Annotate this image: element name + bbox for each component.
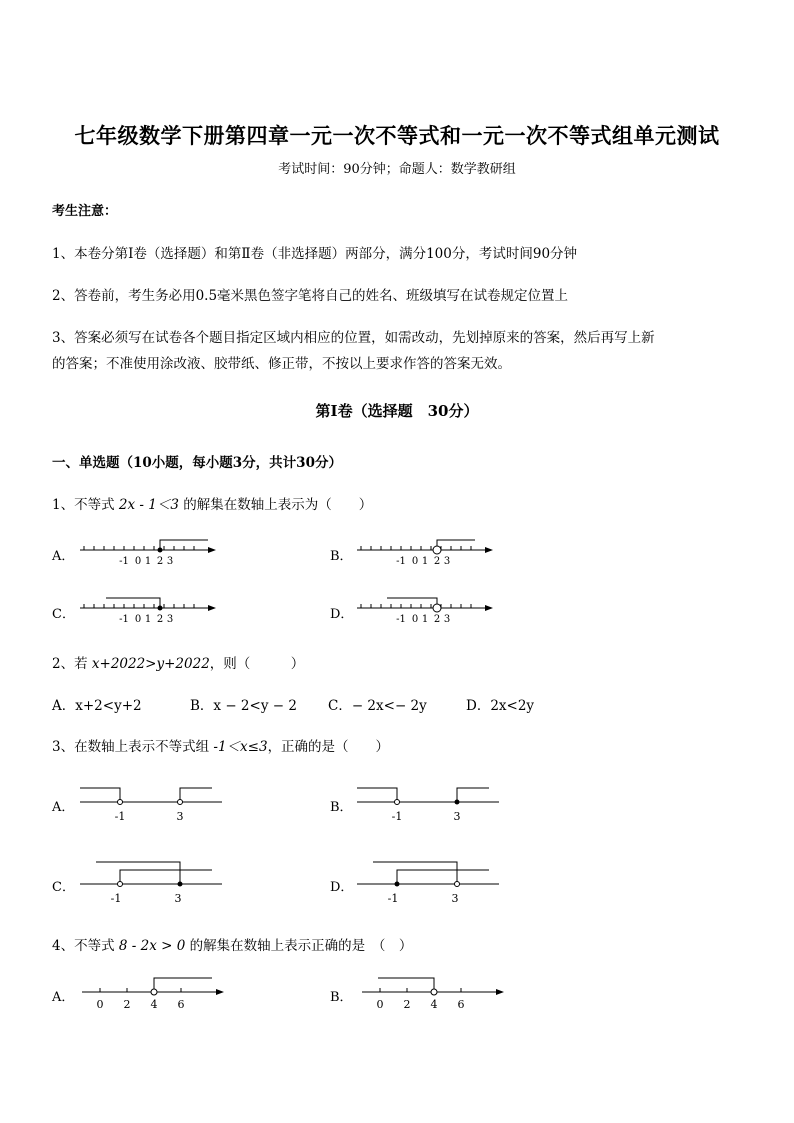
tick-label: 1 bbox=[144, 614, 152, 625]
tick-label: 2 bbox=[123, 998, 131, 1011]
open-point bbox=[431, 989, 437, 995]
notice-heading: 考生注意： bbox=[52, 204, 118, 219]
closed-point bbox=[178, 882, 183, 887]
open-point bbox=[455, 882, 460, 887]
tick-label: 2 bbox=[433, 614, 441, 625]
tick-label: 4 bbox=[150, 998, 158, 1011]
tick-label: -1 bbox=[387, 892, 399, 905]
q3-option-a-numberline[interactable] bbox=[76, 782, 228, 827]
question-1-stem bbox=[52, 493, 372, 513]
q4-option-a-numberline[interactable] bbox=[78, 972, 230, 1014]
exam-title: 七年级数学下册第四章一元一次不等式和一元一次不等式组单元测试 bbox=[74, 123, 720, 148]
exam-subtitle: 考试时间：90分钟；命题人：数学教研组 bbox=[278, 162, 516, 177]
tick-label: 2 bbox=[403, 998, 411, 1011]
tick-label: 3 bbox=[453, 810, 461, 823]
q1-option-c-numberline[interactable] bbox=[76, 590, 221, 628]
question-3-suffix: ，正确的是（ ） bbox=[267, 739, 390, 755]
q3-option-c-label[interactable]: C． bbox=[52, 880, 75, 895]
q1-option-d-numberline[interactable] bbox=[353, 590, 498, 628]
q2-option-a[interactable]: A．x+2<y+2 bbox=[52, 698, 142, 714]
question-3-expr: -1＜x≤3 bbox=[213, 739, 268, 755]
question-1-suffix: 的解集在数轴上表示为（ ） bbox=[178, 497, 373, 513]
closed-point bbox=[395, 882, 400, 887]
notice-item-3: 3、答案必须写在试卷各个题目指定区域内相应的位置，如需改动，先划掉原来的答案，然后再写上新 bbox=[52, 330, 655, 346]
tick-label: 3 bbox=[166, 556, 174, 567]
q2-option-c[interactable]: C．− 2x<− 2y bbox=[328, 698, 427, 714]
question-2-prefix: 2、若 bbox=[52, 656, 92, 672]
tick-label: 3 bbox=[174, 892, 182, 905]
q2-option-b[interactable]: B．x − 2<y − 2 bbox=[190, 698, 297, 714]
q3-option-d-label[interactable]: D． bbox=[330, 880, 354, 895]
tick-label: 0 bbox=[411, 614, 419, 625]
open-point bbox=[118, 882, 123, 887]
q2-options bbox=[52, 694, 534, 714]
q3-option-c-numberline[interactable] bbox=[76, 852, 228, 910]
section-title: 第Ⅰ卷（选择题 30分） bbox=[315, 402, 479, 420]
notice-item-1: 1、本卷分第Ⅰ卷（选择题）和第Ⅱ卷（非选择题）两部分，满分100分，考试时间90分钟 bbox=[52, 246, 578, 262]
tick-label: 2 bbox=[433, 556, 441, 567]
tick-label: -1 bbox=[119, 614, 129, 625]
tick-label: 3 bbox=[166, 614, 174, 625]
tick-label: 0 bbox=[134, 614, 142, 625]
q3-option-b-label[interactable]: B． bbox=[330, 800, 353, 815]
q1-option-a-label[interactable]: A． bbox=[52, 549, 75, 564]
q1-option-b-numberline[interactable] bbox=[353, 532, 498, 570]
tick-label: 1 bbox=[421, 614, 429, 625]
tick-label: -1 bbox=[396, 556, 406, 567]
tick-label: -1 bbox=[396, 614, 406, 625]
q3-option-d-numberline[interactable] bbox=[353, 852, 505, 910]
question-4-stem bbox=[52, 934, 412, 954]
tick-label: 0 bbox=[411, 556, 419, 567]
tick-label: 6 bbox=[177, 998, 185, 1011]
question-4-suffix: 的解集在数轴上表示正确的是 （ ） bbox=[185, 938, 413, 954]
tick-label: 1 bbox=[144, 556, 152, 567]
question-1-prefix: 1、不等式 bbox=[52, 497, 119, 513]
part-heading: 一、单选题（10小题，每小题3分，共计30分） bbox=[52, 455, 342, 471]
q4-option-a-label[interactable]: A． bbox=[52, 990, 75, 1005]
q4-option-b-numberline[interactable] bbox=[358, 972, 510, 1014]
q2-option-d[interactable]: D．2x<2y bbox=[466, 698, 535, 714]
open-point bbox=[151, 989, 157, 995]
tick-label: 0 bbox=[96, 998, 104, 1011]
closed-point bbox=[455, 800, 460, 805]
tick-label: 0 bbox=[376, 998, 384, 1011]
tick-label: -1 bbox=[110, 892, 122, 905]
tick-label: 2 bbox=[156, 614, 164, 625]
tick-label: 3 bbox=[443, 614, 451, 625]
tick-label: 3 bbox=[451, 892, 459, 905]
question-2-stem bbox=[52, 652, 304, 672]
q1-option-d-label[interactable]: D． bbox=[330, 607, 354, 622]
tick-label: -1 bbox=[114, 810, 126, 823]
open-point bbox=[395, 800, 400, 805]
question-3-prefix: 3、在数轴上表示不等式组 bbox=[52, 739, 214, 755]
tick-label: 2 bbox=[156, 556, 164, 567]
tick-label: -1 bbox=[391, 810, 403, 823]
question-4-expr: 8 - 2x > 0 bbox=[118, 938, 186, 954]
question-1-expr: 2x - 1＜3 bbox=[118, 497, 179, 513]
open-point bbox=[433, 604, 441, 612]
question-4-prefix: 4、不等式 bbox=[52, 938, 119, 954]
notice-item-3-cont: 的答案；不准使用涂改液、胶带纸、修正带，不按以上要求作答的答案无效。 bbox=[52, 356, 511, 372]
q1-option-b-label[interactable]: B． bbox=[330, 549, 353, 564]
question-2-expr: x+2022>y+2022 bbox=[91, 656, 210, 672]
notice-item-2: 2、答卷前，考生务必用0.5毫米黑色签字笔将自己的姓名、班级填写在试卷规定位置上 bbox=[52, 288, 569, 304]
closed-point bbox=[158, 548, 163, 553]
closed-point bbox=[158, 606, 163, 611]
tick-label: 3 bbox=[443, 556, 451, 567]
open-point bbox=[118, 800, 123, 805]
q4-option-b-label[interactable]: B． bbox=[330, 990, 353, 1005]
tick-label: 6 bbox=[457, 998, 465, 1011]
tick-label: 4 bbox=[430, 998, 438, 1011]
q3-option-a-label[interactable]: A． bbox=[52, 800, 75, 815]
question-2-suffix: ，则（ ） bbox=[209, 656, 305, 672]
tick-label: 0 bbox=[134, 556, 142, 567]
q1-option-a-numberline[interactable] bbox=[76, 532, 221, 570]
question-3-stem bbox=[52, 735, 389, 755]
q1-option-c-label[interactable]: C． bbox=[52, 607, 75, 622]
tick-label: 3 bbox=[176, 810, 184, 823]
open-point bbox=[178, 800, 183, 805]
tick-label: -1 bbox=[119, 556, 129, 567]
open-point bbox=[433, 546, 441, 554]
q3-option-b-numberline[interactable] bbox=[353, 782, 505, 827]
tick-label: 1 bbox=[421, 556, 429, 567]
